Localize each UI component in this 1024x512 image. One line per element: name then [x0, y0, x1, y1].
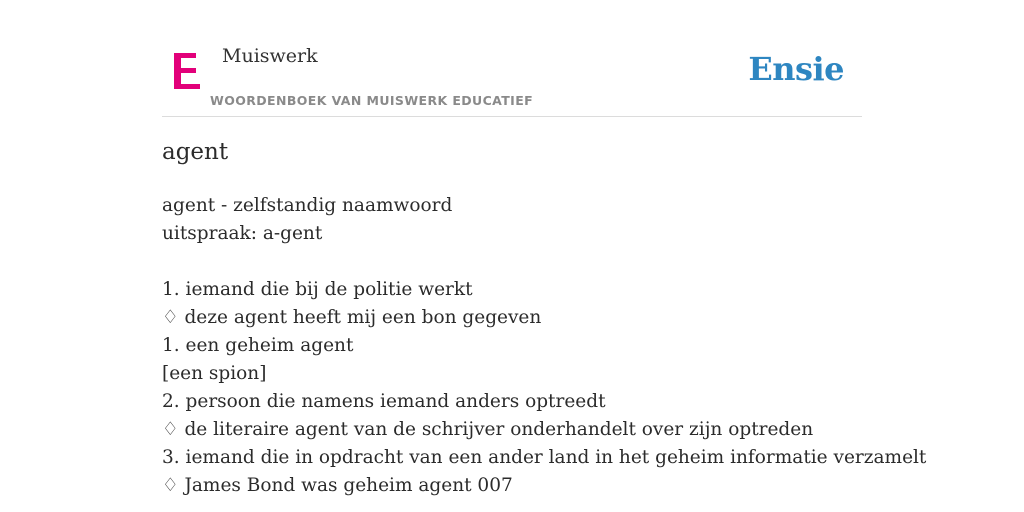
- part-of-speech-line: agent - zelfstandig naamwoord: [162, 195, 453, 216]
- definition-line: 2. persoon die namens iemand anders optreedt: [162, 391, 606, 412]
- muiswerk-logo-icon[interactable]: [172, 53, 200, 89]
- spacer: [162, 248, 882, 276]
- example-line: ♢ de literaire agent van de schrijver onderhandelt over zijn optreden: [162, 419, 814, 440]
- definition-gloss-line: [een spion]: [162, 363, 267, 384]
- site-header: [162, 0, 862, 117]
- entry-title: agent: [162, 139, 229, 165]
- entry-body: [162, 192, 927, 500]
- definition-line: 3. iemand die in opdracht van een ander land in het geheim informatie verzamelt: [162, 447, 927, 468]
- source-name[interactable]: Muiswerk: [222, 45, 318, 67]
- definition-line: 1. een geheim agent: [162, 335, 354, 356]
- source-subtitle: WOORDENBOEK VAN MUISWERK EDUCATIEF: [210, 93, 534, 108]
- pronunciation-line: uitspraak: a-gent: [162, 223, 323, 244]
- ensie-brand-logo[interactable]: Ensie: [748, 50, 844, 88]
- example-line: ♢ deze agent heeft mij een bon gegeven: [162, 307, 542, 328]
- definition-line: 1. iemand die bij de politie werkt: [162, 279, 473, 300]
- example-line: ♢ James Bond was geheim agent 007: [162, 475, 513, 496]
